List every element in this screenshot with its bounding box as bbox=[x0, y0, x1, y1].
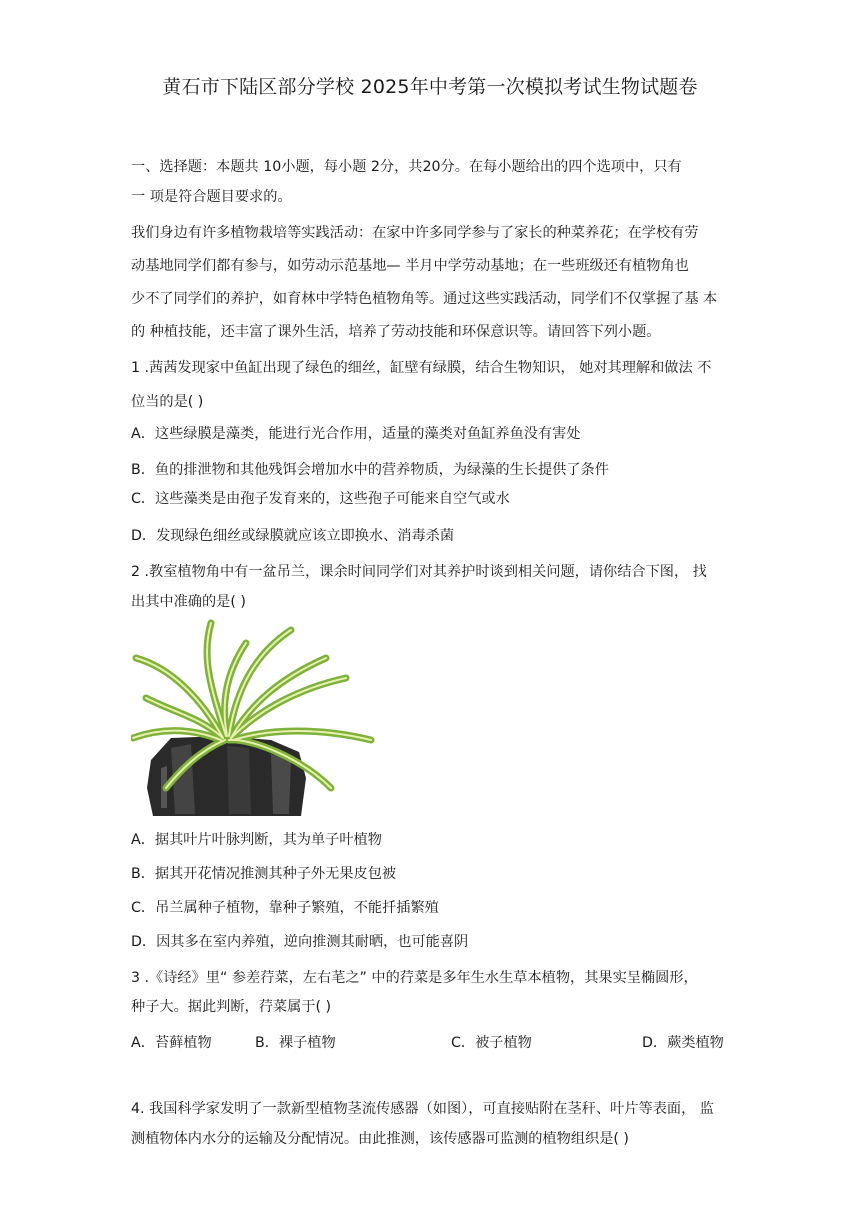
section-header-line-2: 一 项是符合题目要求的。 bbox=[131, 189, 292, 205]
q3-option-c: C．被子植物 bbox=[451, 1035, 532, 1051]
intro-line-1: 我们身边有许多植物栽培等实践活动：在家中许多同学参与了家长的种菜养花；在学校有劳 bbox=[131, 225, 699, 241]
q2-stem-line-2: 出其中准确的是( ) bbox=[131, 594, 246, 610]
q2-option-a: A．据其叶片叶脉判断，其为单子叶植物 bbox=[131, 832, 382, 848]
q1-stem-line-2: 位当的是( ) bbox=[131, 394, 204, 410]
q2-option-b: B．据其开花情况推测其种子外无果皮包被 bbox=[131, 866, 397, 882]
q3-stem-line-2: 种子大。据此判断，荇菜属于( ) bbox=[131, 999, 332, 1015]
q1-option-a: A．这些绿膜是藻类，能进行光合作用，适量的藻类对鱼缸养鱼没有害处 bbox=[131, 426, 581, 442]
section-header-line-1: 一、选择题：本题共 10小题，每小题 2分，共20分。在每小题给出的四个选项中，只有 bbox=[131, 159, 682, 175]
q4-stem-line-1: 4. 我国科学家发明了一款新型植物茎流传感器（如图），可直接贴附在茎秆、叶片等表面， 监 bbox=[131, 1101, 714, 1117]
q3-stem-line-1: 3 .《诗经》里“ 参差荇菜，左右芼之” 中的荇菜是多年生水生草本植物，其果实呈椭圆形， bbox=[131, 970, 698, 986]
q1-option-b: B．鱼的排泄物和其他残饵会增加水中的营养物质，为绿藻的生长提供了条件 bbox=[131, 462, 609, 478]
q3-option-b: B．裸子植物 bbox=[255, 1035, 336, 1051]
intro-line-2: 动基地同学们都有参与，如劳动示范基地— 半月中学劳动基地；在一些班级还有植物角也 bbox=[131, 258, 689, 274]
q1-stem-line-1: 1 .茜茜发现家中鱼缸出现了绿色的细丝，缸壁有绿膜，结合生物知识， 她对其理解和做法 不 bbox=[131, 360, 712, 376]
q2-stem-line-1: 2 .教室植物角中有一盆吊兰，课余时间同学们对其养护时谈到相关问题，请你结合下图， 找 bbox=[131, 564, 707, 580]
q3-option-a: A．苔藓植物 bbox=[131, 1035, 212, 1051]
spider-plant-image bbox=[131, 618, 376, 818]
q2-option-c: C．吊兰属种子植物，靠种子繁殖，不能扦插繁殖 bbox=[131, 900, 439, 916]
q3-option-d: D．蕨类植物 bbox=[642, 1035, 724, 1051]
q1-option-d: D．发现绿色细丝或绿膜就应该立即换水、消毒杀菌 bbox=[131, 528, 455, 544]
intro-line-4: 的 种植技能，还丰富了课外生活，培养了劳动技能和环保意识等。请回答下列小题。 bbox=[131, 324, 661, 340]
q4-stem-line-2: 测植物体内水分的运输及分配情况。由此推测，该传感器可监测的植物组织是( ) bbox=[131, 1131, 629, 1147]
intro-line-3: 少不了同学们的养护，如育林中学特色植物角等。通过这些实践活动，同学们不仅掌握了基 本 bbox=[131, 291, 718, 307]
page-title: 黄石市下陆区部分学校 2025年中考第一次模拟考试生物试题卷 bbox=[162, 76, 698, 98]
q1-option-c: C．这些藻类是由孢子发育来的，这些孢子可能来自空气或水 bbox=[131, 491, 510, 507]
q2-option-d: D．因其多在室内养殖，逆向推测其耐晒，也可能喜阴 bbox=[131, 934, 469, 950]
